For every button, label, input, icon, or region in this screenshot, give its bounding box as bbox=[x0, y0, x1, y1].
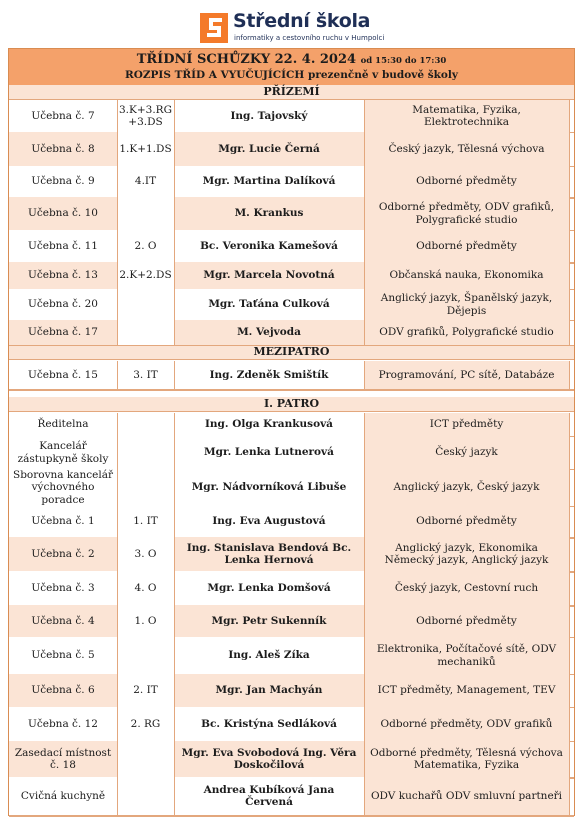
column-divider bbox=[117, 100, 118, 345]
class-cell bbox=[117, 197, 174, 230]
section-heading: MEZIPATRO bbox=[9, 345, 574, 360]
subjects-cell: ICT předměty bbox=[364, 413, 569, 436]
subjects-cell: Občanská nauka, Ekonomika bbox=[364, 262, 569, 289]
row-divider bbox=[9, 815, 574, 817]
subjects-cell: Odborné předměty bbox=[364, 506, 569, 537]
class-cell: 4.IT bbox=[117, 166, 174, 197]
teacher-cell: Mgr. Taťána Culková bbox=[174, 289, 364, 320]
teacher-cell: Mgr. Nádvorníková Libuše bbox=[174, 469, 364, 506]
teacher-cell: Mgr. Eva Svobodová Ing. Věra Doskočilová bbox=[174, 741, 364, 777]
room-cell: Učebna č. 10 bbox=[9, 197, 117, 230]
table-header bbox=[9, 49, 574, 85]
column-divider bbox=[364, 361, 365, 389]
room-cell: Učebna č. 2 bbox=[9, 537, 117, 571]
class-cell bbox=[117, 320, 174, 345]
room-cell: Učebna č. 12 bbox=[9, 707, 117, 741]
column-divider bbox=[174, 100, 175, 345]
header-subtitle: ROZPIS TŘÍD A VYUČUJÍCÍCH prezenčně v budově školy bbox=[125, 69, 458, 81]
teacher-cell: Ing. Tajovský bbox=[174, 100, 364, 132]
column-divider bbox=[117, 413, 118, 815]
class-cell: 4. O bbox=[117, 571, 174, 605]
class-cell: 2. IT bbox=[117, 674, 174, 707]
teacher-cell: Bc. Veronika Kamešová bbox=[174, 230, 364, 262]
teacher-cell: Mgr. Lenka Domšová bbox=[174, 571, 364, 605]
subjects-cell: Odborné předměty bbox=[364, 605, 569, 637]
room-cell: Učebna č. 11 bbox=[9, 230, 117, 262]
class-cell bbox=[117, 413, 174, 436]
room-cell: Učebna č. 13 bbox=[9, 262, 117, 289]
schedule-table bbox=[8, 48, 575, 816]
subjects-cell: Matematika, Fyzika, Elektrotechnika bbox=[364, 100, 569, 132]
teacher-cell: Mgr. Martina Dalíková bbox=[174, 166, 364, 197]
subjects-cell: Odborné předměty, ODV grafiků bbox=[364, 707, 569, 741]
room-cell: Učebna č. 1 bbox=[9, 506, 117, 537]
teacher-cell: Bc. Kristýna Sedláková bbox=[174, 707, 364, 741]
teacher-cell: Mgr. Petr Sukenník bbox=[174, 605, 364, 637]
subjects-cell: Elektronika, Počítačové sítě, ODV mechaniků bbox=[364, 637, 569, 674]
header-time: od 15:30 do 17:30 bbox=[360, 56, 447, 66]
class-cell: 3. IT bbox=[117, 361, 174, 389]
subjects-cell: Odborné předměty bbox=[364, 230, 569, 262]
section-heading: I. PATRO bbox=[9, 397, 574, 412]
room-cell: Učebna č. 7 bbox=[9, 100, 117, 132]
column-divider bbox=[174, 413, 175, 815]
row-divider bbox=[9, 389, 574, 391]
subjects-cell: Anglický jazyk, Český jazyk bbox=[364, 469, 569, 506]
column-divider bbox=[117, 361, 118, 389]
teacher-cell: Mgr. Marcela Novotná bbox=[174, 262, 364, 289]
teacher-cell: Ing. Zdeněk Smištík bbox=[174, 361, 364, 389]
room-cell: Učebna č. 5 bbox=[9, 637, 117, 674]
teacher-cell: Mgr. Lenka Lutnerová bbox=[174, 436, 364, 469]
header-title-line bbox=[9, 52, 574, 67]
room-cell: Učebna č. 6 bbox=[9, 674, 117, 707]
class-cell: 2.K+2.DS bbox=[117, 262, 174, 289]
room-cell: Kancelář zástupkyně školy bbox=[9, 436, 117, 469]
class-cell: 2. RG bbox=[117, 707, 174, 741]
class-cell bbox=[117, 289, 174, 320]
class-cell: 2. O bbox=[117, 230, 174, 262]
teacher-cell: M. Krankus bbox=[174, 197, 364, 230]
class-cell: 1. O bbox=[117, 605, 174, 637]
subjects-cell: Anglický jazyk, Španělský jazyk, Dějepis bbox=[364, 289, 569, 320]
class-cell: 1.K+1.DS bbox=[117, 132, 174, 166]
subjects-cell: Odborné předměty, Tělesná výchova Matematika, Fyzika bbox=[364, 741, 569, 777]
room-cell: Učebna č. 8 bbox=[9, 132, 117, 166]
subjects-cell: Programování, PC sítě, Databáze bbox=[364, 361, 569, 389]
subjects-cell: Český jazyk, Cestovní ruch bbox=[364, 571, 569, 605]
subjects-cell: Český jazyk, Tělesná výchova bbox=[364, 132, 569, 166]
room-cell: Sborovna kancelář výchovného poradce bbox=[9, 469, 117, 506]
section-heading: PŘÍZEMÍ bbox=[9, 85, 574, 100]
subjects-cell: Český jazyk bbox=[364, 436, 569, 469]
class-cell: 3. O bbox=[117, 537, 174, 571]
column-divider bbox=[364, 100, 365, 345]
subjects-cell: Odborné předměty bbox=[364, 166, 569, 197]
school-logo-icon bbox=[200, 13, 228, 43]
school-logo bbox=[0, 0, 580, 48]
subjects-cell: ODV grafiků, Polygrafické studio bbox=[364, 320, 569, 345]
subjects-cell: ICT předměty, Management, TEV bbox=[364, 674, 569, 707]
teacher-cell: Ing. Olga Krankusová bbox=[174, 413, 364, 436]
room-cell: Učebna č. 15 bbox=[9, 361, 117, 389]
room-cell: Učebna č. 3 bbox=[9, 571, 117, 605]
column-divider bbox=[174, 361, 175, 389]
teacher-cell: Mgr. Lucie Černá bbox=[174, 132, 364, 166]
class-cell bbox=[117, 777, 174, 815]
room-cell: Učebna č. 17 bbox=[9, 320, 117, 345]
column-divider bbox=[569, 361, 570, 389]
room-cell: Učebna č. 20 bbox=[9, 289, 117, 320]
teacher-cell: Ing. Eva Augustová bbox=[174, 506, 364, 537]
teacher-cell: M. Vejvoda bbox=[174, 320, 364, 345]
teacher-cell: Ing. Aleš Zíka bbox=[174, 637, 364, 674]
room-cell: Učebna č. 4 bbox=[9, 605, 117, 637]
teacher-cell: Mgr. Jan Machyán bbox=[174, 674, 364, 707]
subjects-cell: Anglický jazyk, Ekonomika Německý jazyk, Anglický jazyk bbox=[364, 537, 569, 571]
logo-title: Střední škola bbox=[233, 10, 371, 32]
class-cell: 3.K+3.RG +3.DS bbox=[117, 100, 174, 132]
class-cell: 1. IT bbox=[117, 506, 174, 537]
row-divider bbox=[9, 345, 574, 346]
class-cell bbox=[117, 436, 174, 469]
room-cell: Učebna č. 9 bbox=[9, 166, 117, 197]
column-divider bbox=[364, 413, 365, 815]
room-cell: Ředitelna bbox=[9, 413, 117, 436]
class-cell bbox=[117, 469, 174, 506]
class-cell bbox=[117, 637, 174, 674]
logo-subtitle: informatiky a cestovního ruchu v Humpolci bbox=[234, 34, 385, 42]
column-divider bbox=[569, 413, 570, 815]
room-cell: Cvičná kuchyně bbox=[9, 777, 117, 815]
subjects-cell: ODV kuchařů ODV smluvní partneři bbox=[364, 777, 569, 815]
class-cell bbox=[117, 741, 174, 777]
header-title: TŘÍDNÍ SCHŮZKY 22. 4. 2024 bbox=[136, 52, 357, 67]
teacher-cell: Andrea Kubíková Jana Červená bbox=[174, 777, 364, 815]
subjects-cell: Odborné předměty, ODV grafiků, Polygrafické studio bbox=[364, 197, 569, 230]
column-divider bbox=[569, 100, 570, 345]
teacher-cell: Ing. Stanislava Bendová Bc. Lenka Hernová bbox=[174, 537, 364, 571]
room-cell: Zasedací místnost č. 18 bbox=[9, 741, 117, 777]
